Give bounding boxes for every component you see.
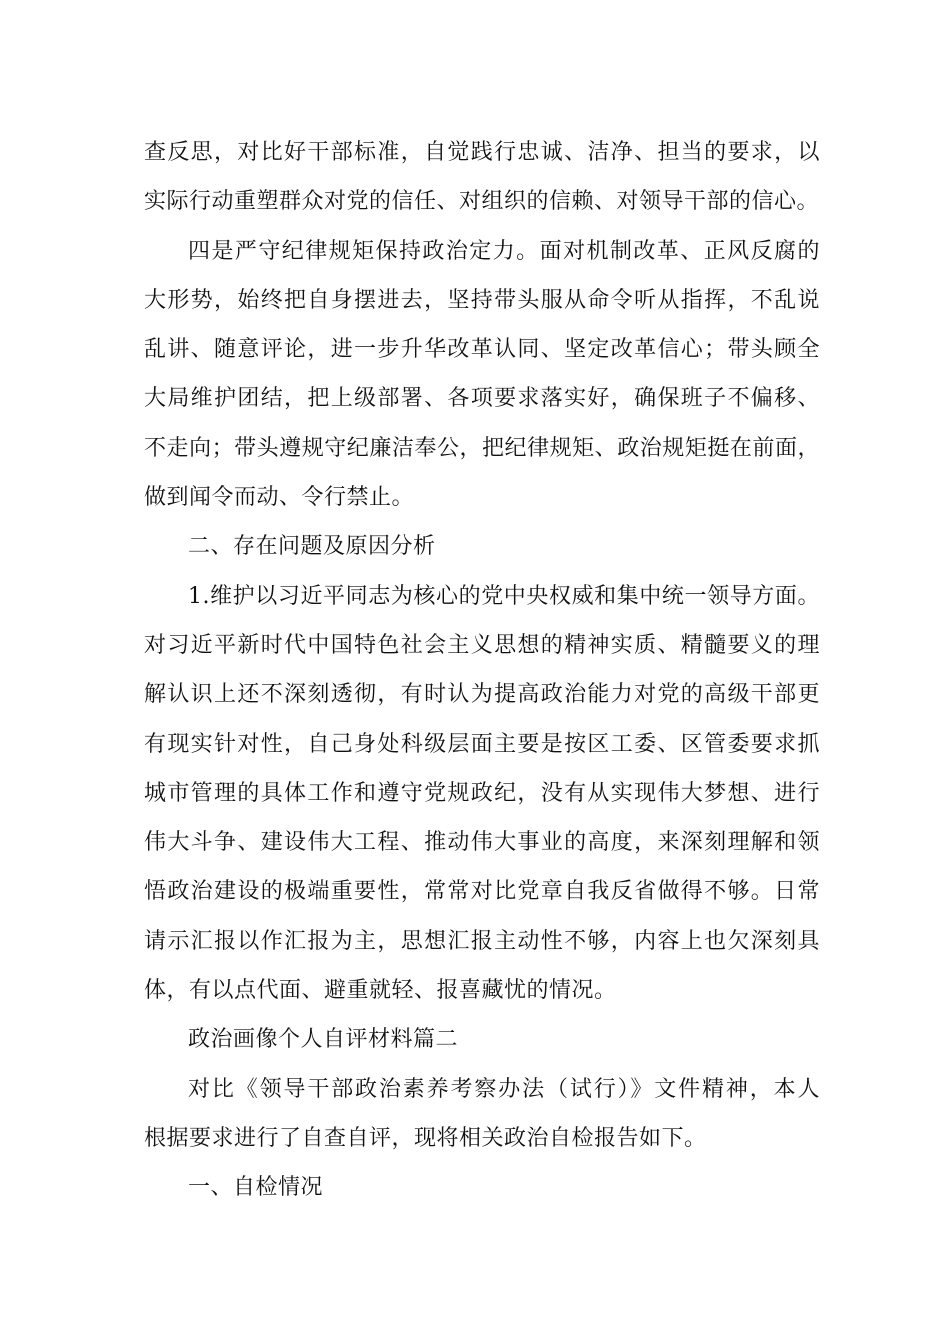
text-line: 对比《领导干部政治素养考察办法（试行）》文件精神，本人 [188, 1076, 820, 1102]
text-line: 政治画像个人自评材料篇二 [188, 1027, 459, 1053]
section-heading-problems [144, 522, 820, 571]
paragraph-problem-1 [144, 572, 820, 1016]
paragraph-continuation [144, 128, 820, 227]
text-line: 1.维护以习近平同志为核心的党中央权威和集中统一领导方面。 [188, 583, 820, 609]
text-line: 伟大斗争、建设伟大工程、推动伟大事业的高度，来深刻理解和领 [144, 830, 820, 856]
paragraph-political-discipline [144, 227, 820, 523]
text-line: 根据要求进行了自查自评，现将相关政治自检报告如下。 [144, 1125, 707, 1151]
text-line: 解认识上还不深刻透彻，有时认为提高政治能力对党的高级干部更 [144, 682, 820, 708]
text-line: 做到闻令而动、令行禁止。 [144, 485, 415, 511]
text-line: 一、自检情况 [188, 1175, 324, 1201]
text-line: 四是严守纪律规矩保持政治定力。面对机制改革、正风反腐的 [188, 238, 820, 264]
text-line: 大局维护团结，把上级部署、各项要求落实好，确保班子不偏移、 [144, 386, 820, 412]
text-line: 乱讲、随意评论，进一步升华改革认同、坚定改革信心；带头顾全 [144, 337, 820, 363]
section-heading-self-check [144, 1163, 820, 1212]
document-body [144, 128, 820, 1213]
text-line: 体，有以点代面、避重就轻、报喜藏忧的情况。 [144, 978, 617, 1004]
text-line: 二、存在问题及原因分析 [188, 534, 436, 560]
article-title-part-two [144, 1015, 820, 1064]
text-line: 悟政治建设的极端重要性，常常对比党章自我反省做得不够。日常 [144, 879, 820, 905]
text-line: 不走向；带头遵规守纪廉洁奉公，把纪律规矩、政治规矩挺在前面， [144, 435, 820, 461]
text-line: 城市管理的具体工作和遵守党规政纪，没有从实现伟大梦想、进行 [144, 780, 820, 806]
text-line: 大形势，始终把自身摆进去，坚持带头服从命令听从指挥，不乱说 [144, 287, 820, 313]
text-line: 有现实针对性，自己身处科级层面主要是按区工委、区管委要求抓 [144, 731, 820, 757]
text-line: 查反思，对比好干部标准，自觉践行忠诚、洁净、担当的要求，以 [144, 140, 820, 165]
text-line: 实际行动重塑群众对党的信任、对组织的信赖、对领导干部的信心。 [144, 189, 820, 215]
text-line: 对习近平新时代中国特色社会主义思想的精神实质、精髓要义的理 [144, 632, 820, 658]
paragraph-intro [144, 1065, 820, 1164]
text-line: 请示汇报以作汇报为主，思想汇报主动性不够，内容上也欠深刻具 [144, 928, 820, 954]
